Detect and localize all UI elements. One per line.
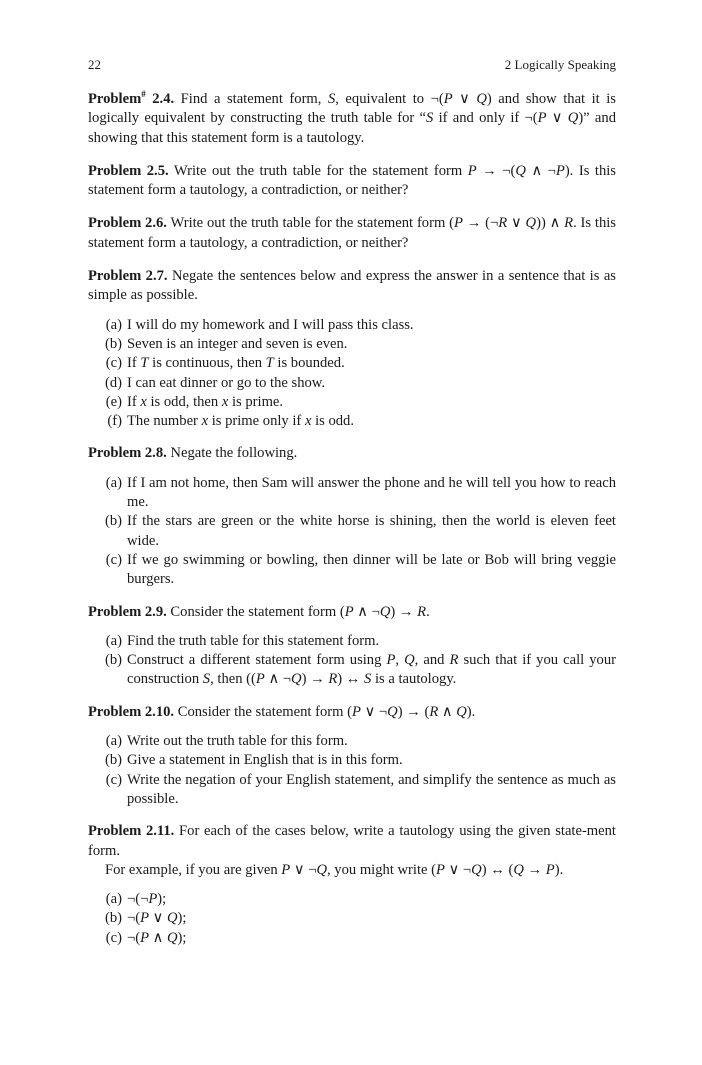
sub-question-text: Seven is an integer and seven is even.	[127, 335, 348, 352]
problem-title: Problem 2.5.	[88, 162, 169, 179]
problem-text: Find a statement form, S, equivalent to ¬(P ∨ Q) and show that it is logically equivalent by constructing the truth table for “S if and only if ¬(P ∨ Q)” and showing that this statement form is a tautology.	[88, 91, 616, 146]
sub-question	[88, 771, 616, 810]
problem-title: Problem 2.9.	[88, 603, 167, 620]
sub-question	[88, 890, 616, 909]
problem-block	[88, 703, 616, 809]
problem-title: Problem 2.10.	[88, 703, 175, 720]
sub-question	[88, 732, 616, 751]
problem-title: Problem 2.11.	[88, 823, 175, 840]
sub-question-label: (c)	[105, 771, 122, 788]
sub-question	[88, 354, 616, 373]
sub-question-text: Give a statement in English that is in this form.	[127, 752, 403, 769]
sub-question	[88, 929, 616, 948]
sub-question	[88, 393, 616, 412]
sub-question-label: (b)	[104, 652, 122, 669]
sub-question	[88, 909, 616, 928]
sub-question	[88, 632, 616, 651]
sub-question-text: The number x is prime only if x is odd.	[127, 413, 355, 430]
sub-question-text: If the stars are green or the white horse is shining, then the world is eleven feet wide.	[127, 513, 616, 549]
sub-question-label: (a)	[105, 632, 122, 649]
problem-block	[88, 603, 616, 690]
problem-text: For each of the cases below, write a tautology using the given state-ment form.	[88, 823, 616, 859]
sub-question-text: If we go swimming or bowling, then dinner will be late or Bob will bring veggie burgers.	[127, 551, 616, 588]
sub-question-text: I will do my homework and I will pass this class.	[127, 316, 414, 333]
problem-text: Write out the truth table for the statement form P → ¬(Q ∧ ¬P). Is this statement form a tautology, a contradiction, or neither?	[88, 162, 616, 199]
sub-question-list	[88, 316, 616, 432]
example-text: For example, if you are given P ∨ ¬Q, you might write (P ∨ ¬Q) ↔ (Q → P).	[105, 861, 564, 878]
problem-text: Negate the following.	[166, 445, 298, 462]
sub-question-label: (b)	[104, 752, 122, 769]
sub-question-text: ¬(P ∧ Q);	[127, 929, 187, 946]
sub-question-label: (f)	[107, 413, 122, 430]
sub-question-list	[88, 732, 616, 809]
sub-question-list	[88, 632, 616, 690]
sub-question-text: I can eat dinner or go to the show.	[127, 374, 326, 391]
sub-question-text: Write the negation of your English statement, and simplify the sentence as much as possible.	[127, 771, 616, 807]
sub-question-text: If T is continuous, then T is bounded.	[127, 355, 345, 372]
sub-question-label: (c)	[105, 929, 122, 946]
sub-question	[88, 374, 616, 393]
sub-question-label: (b)	[104, 513, 122, 530]
sub-question	[88, 512, 616, 551]
problem-statement	[88, 267, 616, 306]
sub-question-label: (d)	[104, 374, 122, 391]
sub-question-label: (c)	[105, 551, 122, 568]
sub-question-label: (a)	[105, 316, 122, 333]
problem-statement	[88, 90, 616, 148]
sub-question-label: (b)	[104, 335, 122, 352]
sub-question-text: Write out the truth table for this form.	[127, 733, 348, 750]
problem-title: Problem 2.7.	[88, 268, 168, 285]
problem-block	[88, 214, 616, 253]
problem-list	[88, 90, 616, 961]
problem-statement	[88, 822, 616, 861]
sub-question-label: (b)	[104, 910, 122, 927]
problem-text: Consider the statement form (P ∨ ¬Q) → (R ∧ Q).	[174, 703, 476, 720]
problem-text: Write out the truth table for the statement form (P → (¬R ∨ Q)) ∧ R. Is this statement form a tautology, a contradiction, or neither?	[88, 215, 616, 251]
sub-question	[88, 651, 616, 690]
sub-question	[88, 474, 616, 513]
sub-question-label: (a)	[105, 733, 122, 750]
problem-block	[88, 267, 616, 431]
problem-block	[88, 90, 616, 148]
sub-question-label: (a)	[105, 474, 122, 491]
sub-question-text: Find the truth table for this statement form.	[127, 632, 380, 649]
sub-question-label: (a)	[105, 891, 122, 908]
sub-question-list	[88, 474, 616, 590]
sub-question-text: If I am not home, then Sam will answer the phone and he will tell you how to reach me.	[127, 474, 616, 511]
sub-question-label: (c)	[105, 355, 122, 372]
sub-question	[88, 751, 616, 770]
sub-question-list	[88, 890, 616, 948]
running-title: 2 Logically Speaking	[504, 57, 616, 72]
problem-block	[88, 162, 616, 201]
problem-title: Problem# 2.4.	[88, 89, 175, 107]
problem-title: Problem 2.6.	[88, 215, 167, 232]
problem-block	[88, 444, 616, 589]
problem-text: Consider the statement form (P ∧ ¬Q) → R.	[166, 603, 430, 620]
sub-question	[88, 551, 616, 590]
problem-statement	[88, 603, 616, 622]
sub-question	[88, 335, 616, 354]
sub-question-text: If x is odd, then x is prime.	[127, 393, 284, 410]
sub-question-text: ¬(¬P);	[127, 891, 167, 908]
sub-question	[88, 316, 616, 335]
problem-statement	[88, 214, 616, 253]
sub-question	[88, 412, 616, 431]
sub-question-label: (e)	[105, 393, 122, 410]
problem-block	[88, 822, 616, 948]
page-number: 22	[88, 57, 101, 72]
sub-question-text: Construct a different statement form using P, Q, and R such that if you call your construction S, then ((P ∧ ¬Q) → R) ↔ S is a tautology.	[127, 652, 616, 688]
sub-question-text: ¬(P ∨ Q);	[127, 910, 187, 927]
problem-statement	[88, 444, 616, 463]
running-header	[88, 57, 616, 73]
problem-title: Problem 2.8.	[88, 445, 167, 462]
problem-text: Negate the sentences below and express the answer in a sentence that is as simple as possible.	[88, 268, 616, 304]
problem-statement	[88, 162, 616, 201]
problem-statement	[88, 703, 616, 722]
starred-problem-mark: #	[141, 89, 146, 99]
